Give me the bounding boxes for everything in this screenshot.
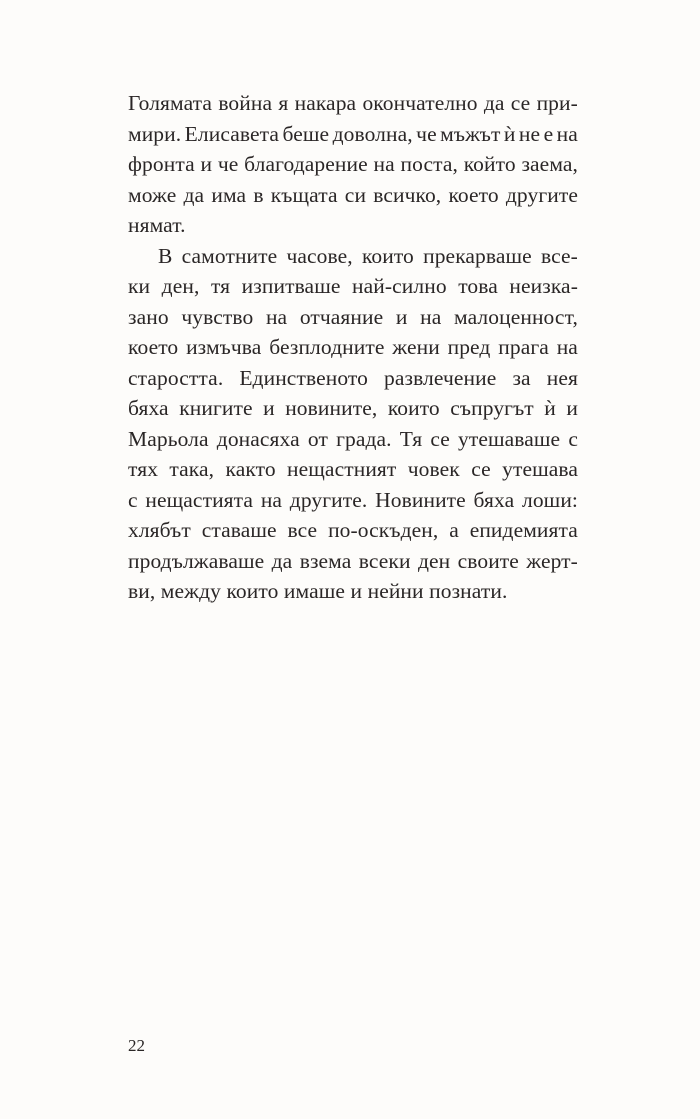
paragraph bbox=[128, 88, 578, 241]
text-line: тях така, както нещастният човек се утешава bbox=[128, 457, 578, 481]
text-line: ви, между които имаше и нейни познати. bbox=[128, 579, 508, 603]
text-line: Марьола донасяха от града. Тя се утешаваше с bbox=[128, 426, 578, 451]
text-line: може да има в къщата си всичко, което другите bbox=[128, 182, 578, 207]
text-line: Голямата война я накара окончателно да се при- bbox=[128, 91, 578, 115]
page-number: 22 bbox=[128, 1036, 145, 1055]
text-line: зано чувство на отчаяние и на малоценност, bbox=[128, 304, 578, 329]
body-text bbox=[128, 88, 578, 607]
text-line: което измъчва безплодните жени пред прага на bbox=[128, 335, 578, 359]
text-line: нямат. bbox=[128, 213, 186, 237]
text-line: мири. Елисавета беше доволна, че мъжът ѝ не е на bbox=[128, 121, 578, 146]
text-line: хлябът ставаше все по-оскъден, а епидемията bbox=[128, 518, 578, 542]
paragraph bbox=[128, 241, 578, 607]
text-line: с нещастията на другите. Новините бяха лоши: bbox=[128, 487, 578, 512]
text-line: продължаваше да взема всеки ден своите жерт- bbox=[128, 548, 578, 573]
text-line: фронта и че благодарение на поста, който заема, bbox=[128, 152, 578, 176]
text-line: В самотните часове, които прекарваше все- bbox=[158, 243, 578, 268]
text-line: старостта. Единственото развлечение за нея bbox=[128, 365, 578, 390]
text-line: ки ден, тя изпитваше най-силно това неизка- bbox=[128, 274, 578, 298]
text-line: бяха книгите и новините, които съпругът ѝ и bbox=[128, 396, 578, 420]
